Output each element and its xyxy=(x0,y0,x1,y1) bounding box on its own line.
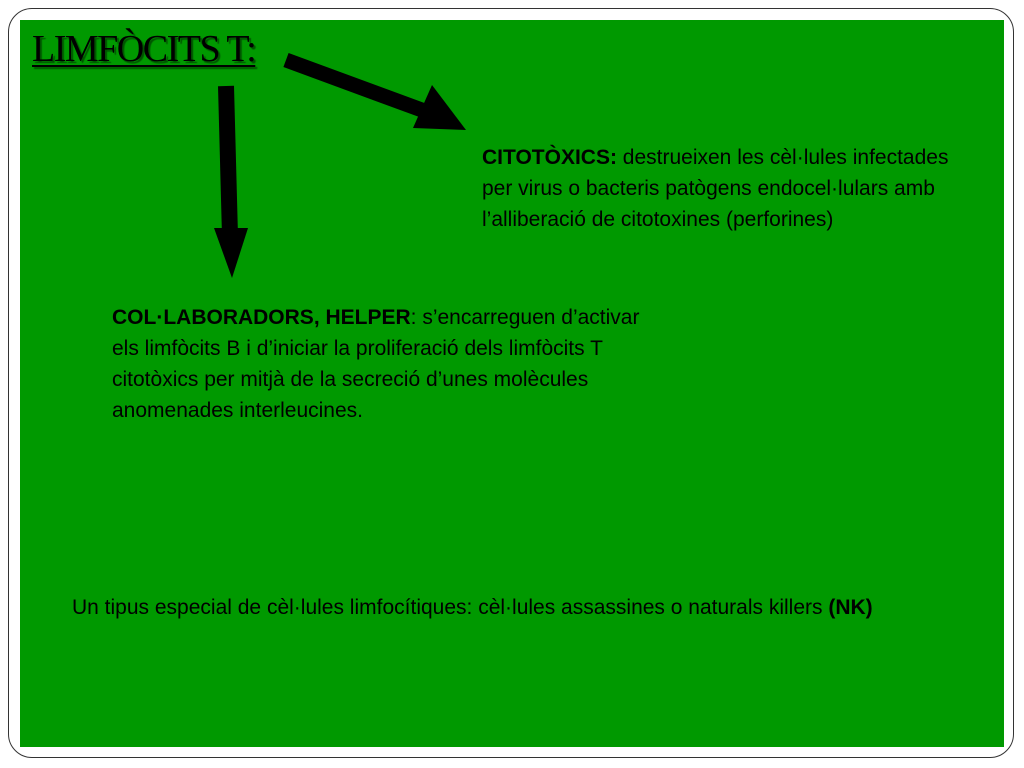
slide-title: LIMFÒCITS T: xyxy=(32,28,256,70)
nk-text: Un tipus especial de cèl·lules limfocítiques: cèl·lules assassines o naturals killers xyxy=(72,596,829,619)
nk-abbreviation: (NK) xyxy=(828,596,873,619)
helper-description xyxy=(112,302,672,426)
citotoxics-text: destrueixen les cèl·lules infectades per virus o bacteris patògens endocel·lulars amb l’alliberació de citotoxines (perforines) xyxy=(482,146,949,231)
citotoxics-description xyxy=(482,142,952,235)
nk-description xyxy=(72,592,952,623)
citotoxics-term: CITOTÒXICS: xyxy=(482,146,617,169)
helper-text: : s’encarreguen d’activar els limfòcits B i d’iniciar la proliferació dels limfòcits T citotòxics per mitjà de la secreció d’unes molècules anomenades interleucines. xyxy=(112,306,640,422)
helper-term: COL·LABORADORS, HELPER xyxy=(112,306,411,329)
